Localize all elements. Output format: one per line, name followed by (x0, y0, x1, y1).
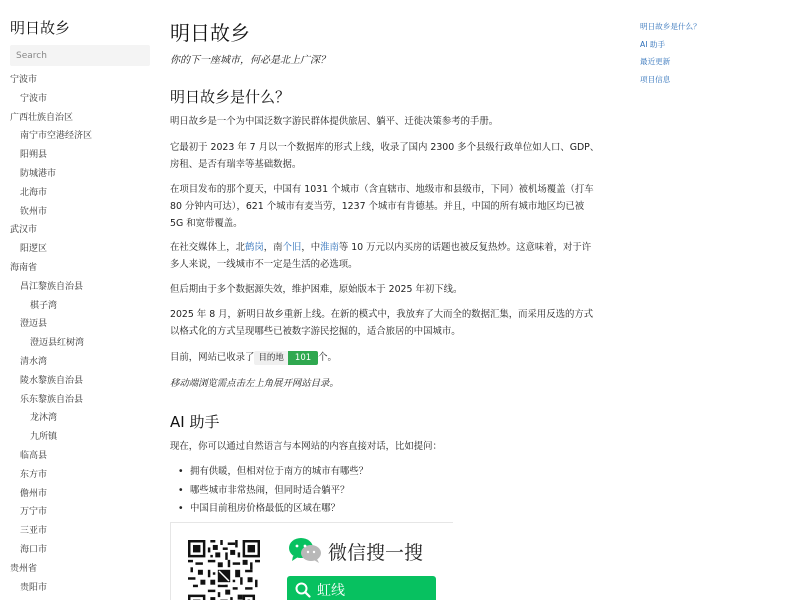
question-item: • 哪些城市非常热闹，但同时适合躺平？ (178, 482, 368, 501)
site-title[interactable]: 明日故乡 (10, 19, 71, 37)
sidebar-item[interactable]: 东方市 (20, 469, 48, 480)
wechat-search-card (170, 522, 453, 600)
paragraph-intro-text: 明日故乡是一个为中国泛数字游民群体提供旅居、躺平、迁徙决策参考的手册。 (170, 116, 499, 127)
badge-count: 101 (288, 351, 318, 365)
paragraph-coverage-line1: 在项目发布的那个夏天，中国有 1031 个城市（含直辖市、地级市和县级市，下同）被机场覆盖（打车 (170, 184, 594, 195)
paragraph-social-line2: 多人来说，一线城市不一定是生活的必选项。 (170, 259, 358, 270)
section-heading-ai: AI 助手 (170, 413, 220, 431)
search-input[interactable] (10, 45, 150, 66)
paragraph-social-suffix: 等 10 万元以内买房的话题也被反复热炒。这意味着，对于许 (338, 242, 592, 253)
badge-label: 目的地 (254, 351, 288, 365)
paragraph-relaunch (170, 306, 620, 340)
sidebar-item[interactable]: 万宁市 (20, 507, 48, 518)
question-list (178, 463, 368, 519)
sidebar-item[interactable]: 陵水黎族自治县 (20, 375, 84, 386)
sidebar-item[interactable]: 昌江黎族自治县 (20, 281, 84, 292)
question-item: • 中国目前租房价格最低的区域在哪？ (178, 500, 368, 519)
paragraph-origin-line2: 房租、是否有瑞幸等基础数据。 (170, 159, 302, 170)
ai-intro-text: 现在，你可以通过自然语言与本网站的内容直接对话，比如提问： (170, 441, 442, 452)
paragraph-count-prefix: 目前，网站已收录了 (170, 352, 255, 363)
paragraph-offline (170, 281, 620, 298)
paragraph-count (170, 349, 620, 366)
sidebar-item[interactable]: 宁波市 (10, 75, 38, 85)
sidebar-item[interactable]: 宁波市 (20, 93, 48, 104)
sidebar-item[interactable]: 九所镇 (30, 432, 58, 443)
sidebar-item[interactable]: 澄迈县 (20, 319, 48, 330)
sidebar-nav (0, 71, 160, 597)
paragraph-social-mid2: ，中 (301, 242, 321, 253)
sidebar-item[interactable]: 海南省 (10, 262, 38, 273)
toc-item-updates[interactable]: 最近更新 (640, 57, 671, 66)
sidebar-item[interactable]: 阳朔县 (20, 150, 48, 161)
sidebar-item[interactable]: 海口市 (20, 544, 48, 555)
sidebar-item[interactable]: 防城港市 (20, 168, 57, 179)
paragraph-social-prefix: 在社交媒体上，北 (170, 242, 246, 253)
toc-item-project-info[interactable]: 项目信息 (640, 74, 671, 84)
sidebar-item[interactable]: 贵州省 (10, 563, 38, 574)
mobile-hint-text: 移动端浏览需点击左上角展开网站目录。 (170, 378, 339, 389)
page-title: 明日故乡 (170, 21, 250, 45)
sidebar-item[interactable]: 临高县 (20, 450, 48, 461)
paragraph-count-suffix: 个。 (318, 352, 337, 363)
sidebar-item[interactable]: 澄迈县红树湾 (30, 338, 85, 349)
wechat-search-bar[interactable] (287, 576, 436, 600)
link-huainan[interactable]: 淮南 (320, 242, 339, 253)
sidebar-item[interactable]: 儋州市 (20, 488, 48, 499)
sidebar-item[interactable]: 三亚市 (20, 526, 48, 537)
page-subtitle: 你的下一座城市，何必是北上广深？ (170, 55, 330, 66)
paragraph-offline-text: 但后期由于多个数据源失效，维护困难，原始版本于 2025 年初下线。 (170, 284, 463, 295)
paragraph-intro (170, 113, 620, 130)
destination-count-badge[interactable] (254, 351, 318, 365)
main-content (170, 0, 620, 600)
paragraph-coverage-line3: 5G 和宽带覆盖。 (170, 218, 243, 229)
sidebar-item[interactable]: 钦州市 (20, 206, 48, 217)
search-icon (295, 582, 311, 598)
sidebar-item[interactable]: 龙沐湾 (30, 413, 58, 424)
sidebar-item[interactable]: 清水湾 (20, 356, 48, 367)
sidebar-item[interactable]: 武汉市 (10, 225, 38, 236)
sidebar-item[interactable]: 广西壮族自治区 (10, 112, 74, 123)
paragraph-relaunch-line1: 2025 年 8 月，新明日故乡重新上线。在新的模式中，我放弃了大而全的数据汇集，而采用反选的方式 (170, 309, 594, 320)
question-item: • 拥有供暖，但相对位于南方的城市有哪些？ (178, 463, 368, 482)
paragraph-relaunch-line2: 以格式化的方式呈现哪些已被数字游民挖掘的，适合旅居的中国城市。 (170, 326, 461, 337)
paragraph-coverage (170, 181, 620, 232)
paragraph-social-mid1: ，南 (263, 242, 283, 253)
paragraph-coverage-line2: 80 分钟内可达），621 个城市有麦当劳，1237 个城市有肯德基。并且，中国的所有城市地区均已被 (170, 201, 585, 212)
link-gejiu[interactable]: 个旧 (282, 242, 302, 253)
sidebar-item[interactable]: 南宁市空港经济区 (20, 131, 93, 142)
table-of-contents (640, 18, 790, 88)
toc-item-what[interactable]: 明日故乡是什么？ (640, 22, 701, 31)
paragraph-social (170, 239, 620, 273)
link-hegang[interactable]: 鹤岗 (245, 242, 264, 253)
sidebar (0, 0, 160, 600)
sidebar-item[interactable]: 北海市 (20, 187, 48, 198)
sidebar-item[interactable]: 乐东黎族自治县 (20, 394, 84, 405)
wechat-search-query: 虹线 (317, 583, 345, 599)
wechat-logo-icon (288, 537, 322, 563)
paragraph-origin-line1: 它最初于 2023 年 7 月以一个数据库的形式上线，收录了国内 2300 多个县级行政单位如人口、GDP、 (170, 142, 600, 153)
paragraph-ai-intro (170, 438, 620, 455)
sidebar-item[interactable]: 棋子湾 (30, 300, 58, 311)
paragraph-origin (170, 139, 620, 173)
section-heading-what: 明日故乡是什么？ (170, 88, 291, 106)
wechat-search-title: 微信搜一搜 (328, 542, 424, 564)
sidebar-item[interactable]: 贵阳市 (20, 582, 48, 593)
qr-code-icon (188, 540, 260, 600)
toc-item-ai[interactable]: AI 助手 (640, 39, 666, 49)
paragraph-mobile-hint (170, 375, 620, 392)
sidebar-item[interactable]: 阳逻区 (20, 244, 48, 255)
